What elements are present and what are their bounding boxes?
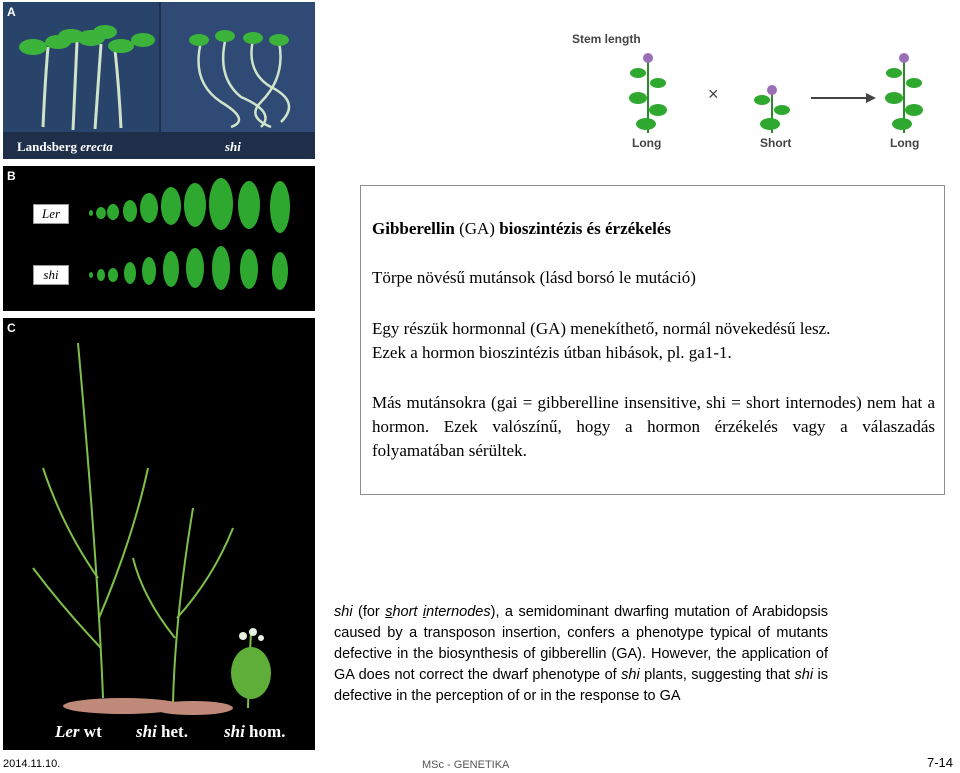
panel-c-caption-shi-hom: shi hom. [224, 722, 286, 741]
stem-label-long-right: Long [890, 136, 920, 150]
stem-label-short: Short [760, 136, 792, 150]
figure-panel-b [3, 166, 315, 311]
cross-symbol: × [708, 84, 719, 104]
hu-paragraph-3: Más mutánsokra (gai = gibberelline insensitive, shi = short internodes) nem hat a hormon. Ezek valószínű, hogy a hormon érzékelés vagy a válaszadás folyamatában sérültek. [372, 393, 935, 460]
stem-label-long-left: Long [632, 136, 662, 150]
leaf-series-drawing [83, 171, 313, 306]
hu-paragraph-1: Törpe növésű mutánsok (lásd borsó le mutáció) [372, 268, 696, 287]
stem-length-cross-figure [566, 28, 946, 158]
footer-page-number: 7-14 [927, 755, 954, 770]
hu-paragraph-2-line-1: Egy részük hormonnal (GA) menekíthető, normál növekedésű lesz. [372, 319, 831, 338]
panel-b-letter: B [7, 169, 16, 183]
panel-a-caption-right: shi [225, 139, 241, 154]
hu-heading: Gibberellin (GA) bioszintézis és érzékelés [372, 219, 672, 238]
english-description-paragraph: shi (for short internodes), a semidominant dwarfing mutation of Arabidopsis caused by a transposon insertion, confers a phenotype typical of mutants defective in the biosynthesis of gibberellin (GA). However, the application of GA does not correct the dwarf phenotype of shi plants, suggesting that shi is defective in the perception of or in the response to GA [334, 604, 829, 704]
stem-figure-title: Stem length [572, 32, 641, 46]
panel-b-label-ler: Ler [33, 204, 69, 224]
footer-date: 2014.11.10. [3, 758, 61, 770]
panel-a-letter: A [7, 5, 16, 19]
pea-plants-drawing [566, 28, 946, 158]
hu-paragraph-2 [372, 317, 935, 365]
seedlings-wild-type-drawing [3, 2, 159, 132]
panel-c-letter: C [7, 321, 16, 335]
panel-b-label-shi: shi [33, 265, 69, 285]
panel-c-caption-ler-wt: Ler wt [55, 722, 102, 741]
panel-a-caption-left: Landsberg erecta [17, 139, 113, 154]
adult-plants-drawing [3, 318, 315, 750]
figure-panel-a [3, 2, 315, 159]
seedlings-photo-landsberg [3, 2, 159, 132]
figure-panel-c [3, 318, 315, 750]
seedlings-photo-shi [161, 2, 315, 132]
hu-paragraph-2-line-2: Ezek a hormon bioszintézis útban hibások, pl. ga1-1. [372, 343, 732, 362]
panel-c-caption-shi-het: shi het. [136, 722, 188, 741]
seedlings-shi-drawing [161, 2, 315, 132]
footer-course-title: MSc - GENETIKA [422, 759, 510, 771]
hungarian-text-box [360, 185, 945, 495]
